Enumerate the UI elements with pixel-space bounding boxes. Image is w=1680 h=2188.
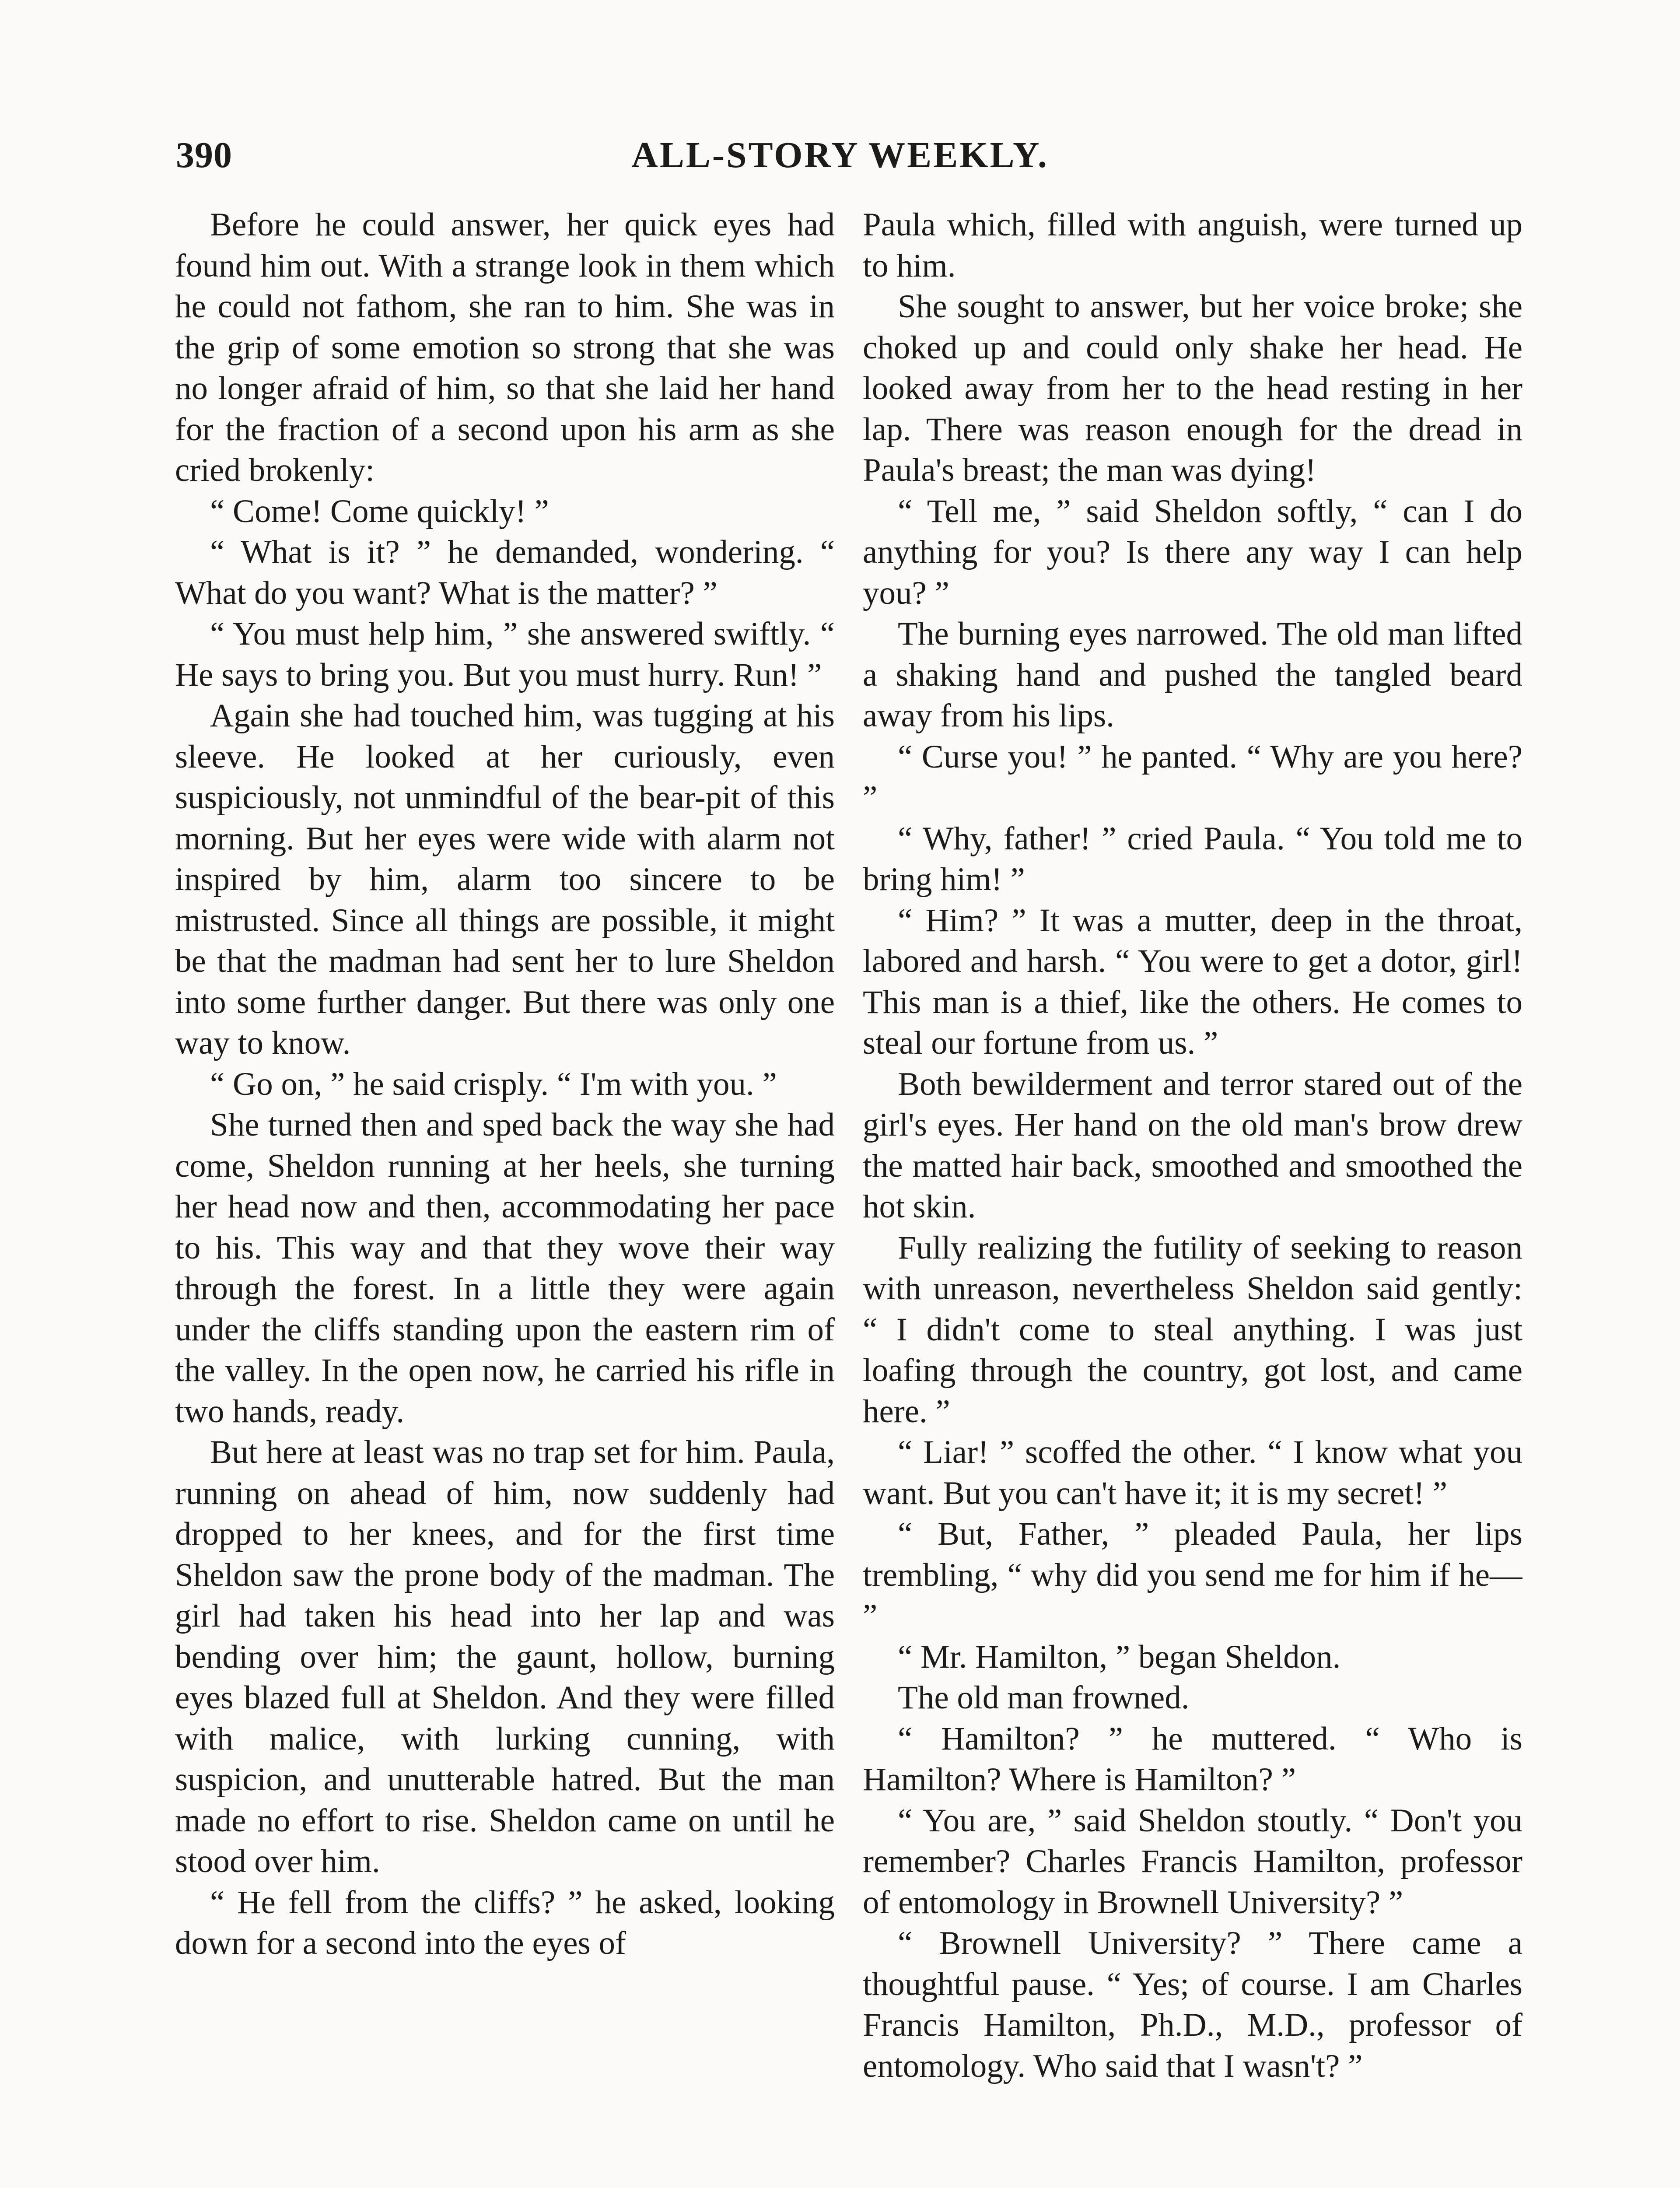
paragraph: “ Liar! ” scoffed the other. “ I know what you want. But you can't have it; it is my secret! ” [863, 1434, 1522, 1511]
paragraph: She turned then and sped back the way she had come, Sheldon running at her heels, she turning her head now and then, accommodating her pace to his. This way and that they wove their way through the forest. In a little they were again under the cliffs standing upon the eastern rim of the valley. In the open now, he carried his rifle in two hands, ready. [175, 1107, 835, 1430]
paragraph: Fully realizing the futility of seeking to reason with unreason, nevertheless Sheldon said gently: “ I didn't come to steal anything. I was just loafing through the country, got lost, and came here. ” [863, 1229, 1522, 1430]
paragraph: “ Brownell University? ” There came a thoughtful pause. “ Yes; of course. I am Charles Francis Hamilton, Ph.D., M.D., professor of entomology. Who said that I wasn't? ” [863, 1925, 1522, 2084]
paragraph: “ Tell me, ” said Sheldon softly, “ can I do anything for you? Is there any way I can help you? ” [863, 493, 1522, 611]
paragraph: She sought to answer, but her voice broke; she choked up and could only shake her head. He looked away from her to the head resting in her lap. There was reason enough for the dread in Paula's breast; the man was dying! [863, 288, 1522, 488]
right-column [863, 204, 1522, 2188]
paragraph: Again she had touched him, was tugging at his sleeve. He looked at her curiously, even suspiciously, not unmindful of the bear-pit of this morning. But her eyes were wide with alarm not inspired by him, alarm too sincere to be mistrusted. Since all things are possible, it might be that the madman had sent her to lure Sheldon into some further danger. But there was only one way to know. [175, 698, 835, 1061]
page-number: 390 [176, 135, 232, 175]
paragraph-continuation: Paula which, filled with anguish, were turned up to him. [863, 207, 1522, 284]
paragraph: Before he could answer, her quick eyes had found him out. With a strange look in them which he could not fathom, she ran to him. She was in the grip of some emotion so strong that she was no longer afraid of him, so that she laid her hand for the fraction of a second upon his arm as she cried brokenly: [175, 207, 835, 488]
left-column [175, 204, 835, 2188]
paragraph: “ Mr. Hamilton, ” began Sheldon. [898, 1638, 1341, 1675]
paragraph: Both bewilderment and terror stared out of the girl's eyes. Her hand on the old man's brow drew the matted hair back, smoothed and smoothed the hot skin. [863, 1066, 1522, 1225]
paragraph: But here at least was no trap set for him. Paula, running on ahead of him, now suddenly had dropped to her knees, and for the first time Sheldon saw the prone body of the madman. The girl had taken his head into her lap and was bending over him; the gaunt, hollow, burning eyes blazed full at Sheldon. And they were filled with malice, with lurking cunning, with suspicion, and unutterable hatred. But the man made no effort to rise. Sheldon came on until he stood over him. [175, 1434, 835, 1879]
paragraph: “ Hamilton? ” he muttered. “ Who is Hamilton? Where is Hamilton? ” [863, 1720, 1522, 1798]
paragraph: “ You must help him, ” she answered swiftly. “ He says to bring you. But you must hurry. Run! ” [175, 616, 835, 693]
paragraph: “ He fell from the cliffs? ” he asked, looking down for a second into the eyes of [175, 1884, 835, 1961]
paragraph: “ Go on, ” he said crisply. “ I'm with you. ” [210, 1066, 777, 1102]
paragraph: “ Come! Come quickly! ” [210, 493, 549, 529]
running-title: ALL-STORY WEEKLY. [631, 135, 1049, 175]
paragraph: “ You are, ” said Sheldon stoutly. “ Don't you remember? Charles Francis Hamilton, professor of entomology in Brownell University? ” [863, 1802, 1522, 1921]
paragraph: The burning eyes narrowed. The old man lifted a shaking hand and pushed the tangled beard away from his lips. [863, 616, 1522, 734]
paragraph: “ Him? ” It was a mutter, deep in the throat, labored and harsh. “ You were to get a dotor, girl! This man is a thief, like the others. He comes to steal our fortune from us. ” [863, 902, 1522, 1061]
paragraph: “ Curse you! ” he panted. “ Why are you here? ” [863, 738, 1522, 816]
paragraph: “ Why, father! ” cried Paula. “ You told me to bring him! ” [863, 820, 1522, 898]
paragraph: “ What is it? ” he demanded, wondering. “ What do you want? What is the matter? ” [175, 534, 835, 611]
paragraph: “ But, Father, ” pleaded Paula, her lips trembling, “ why did you send me for him if he— ” [863, 1516, 1522, 1634]
paragraph: The old man frowned. [898, 1680, 1190, 1716]
